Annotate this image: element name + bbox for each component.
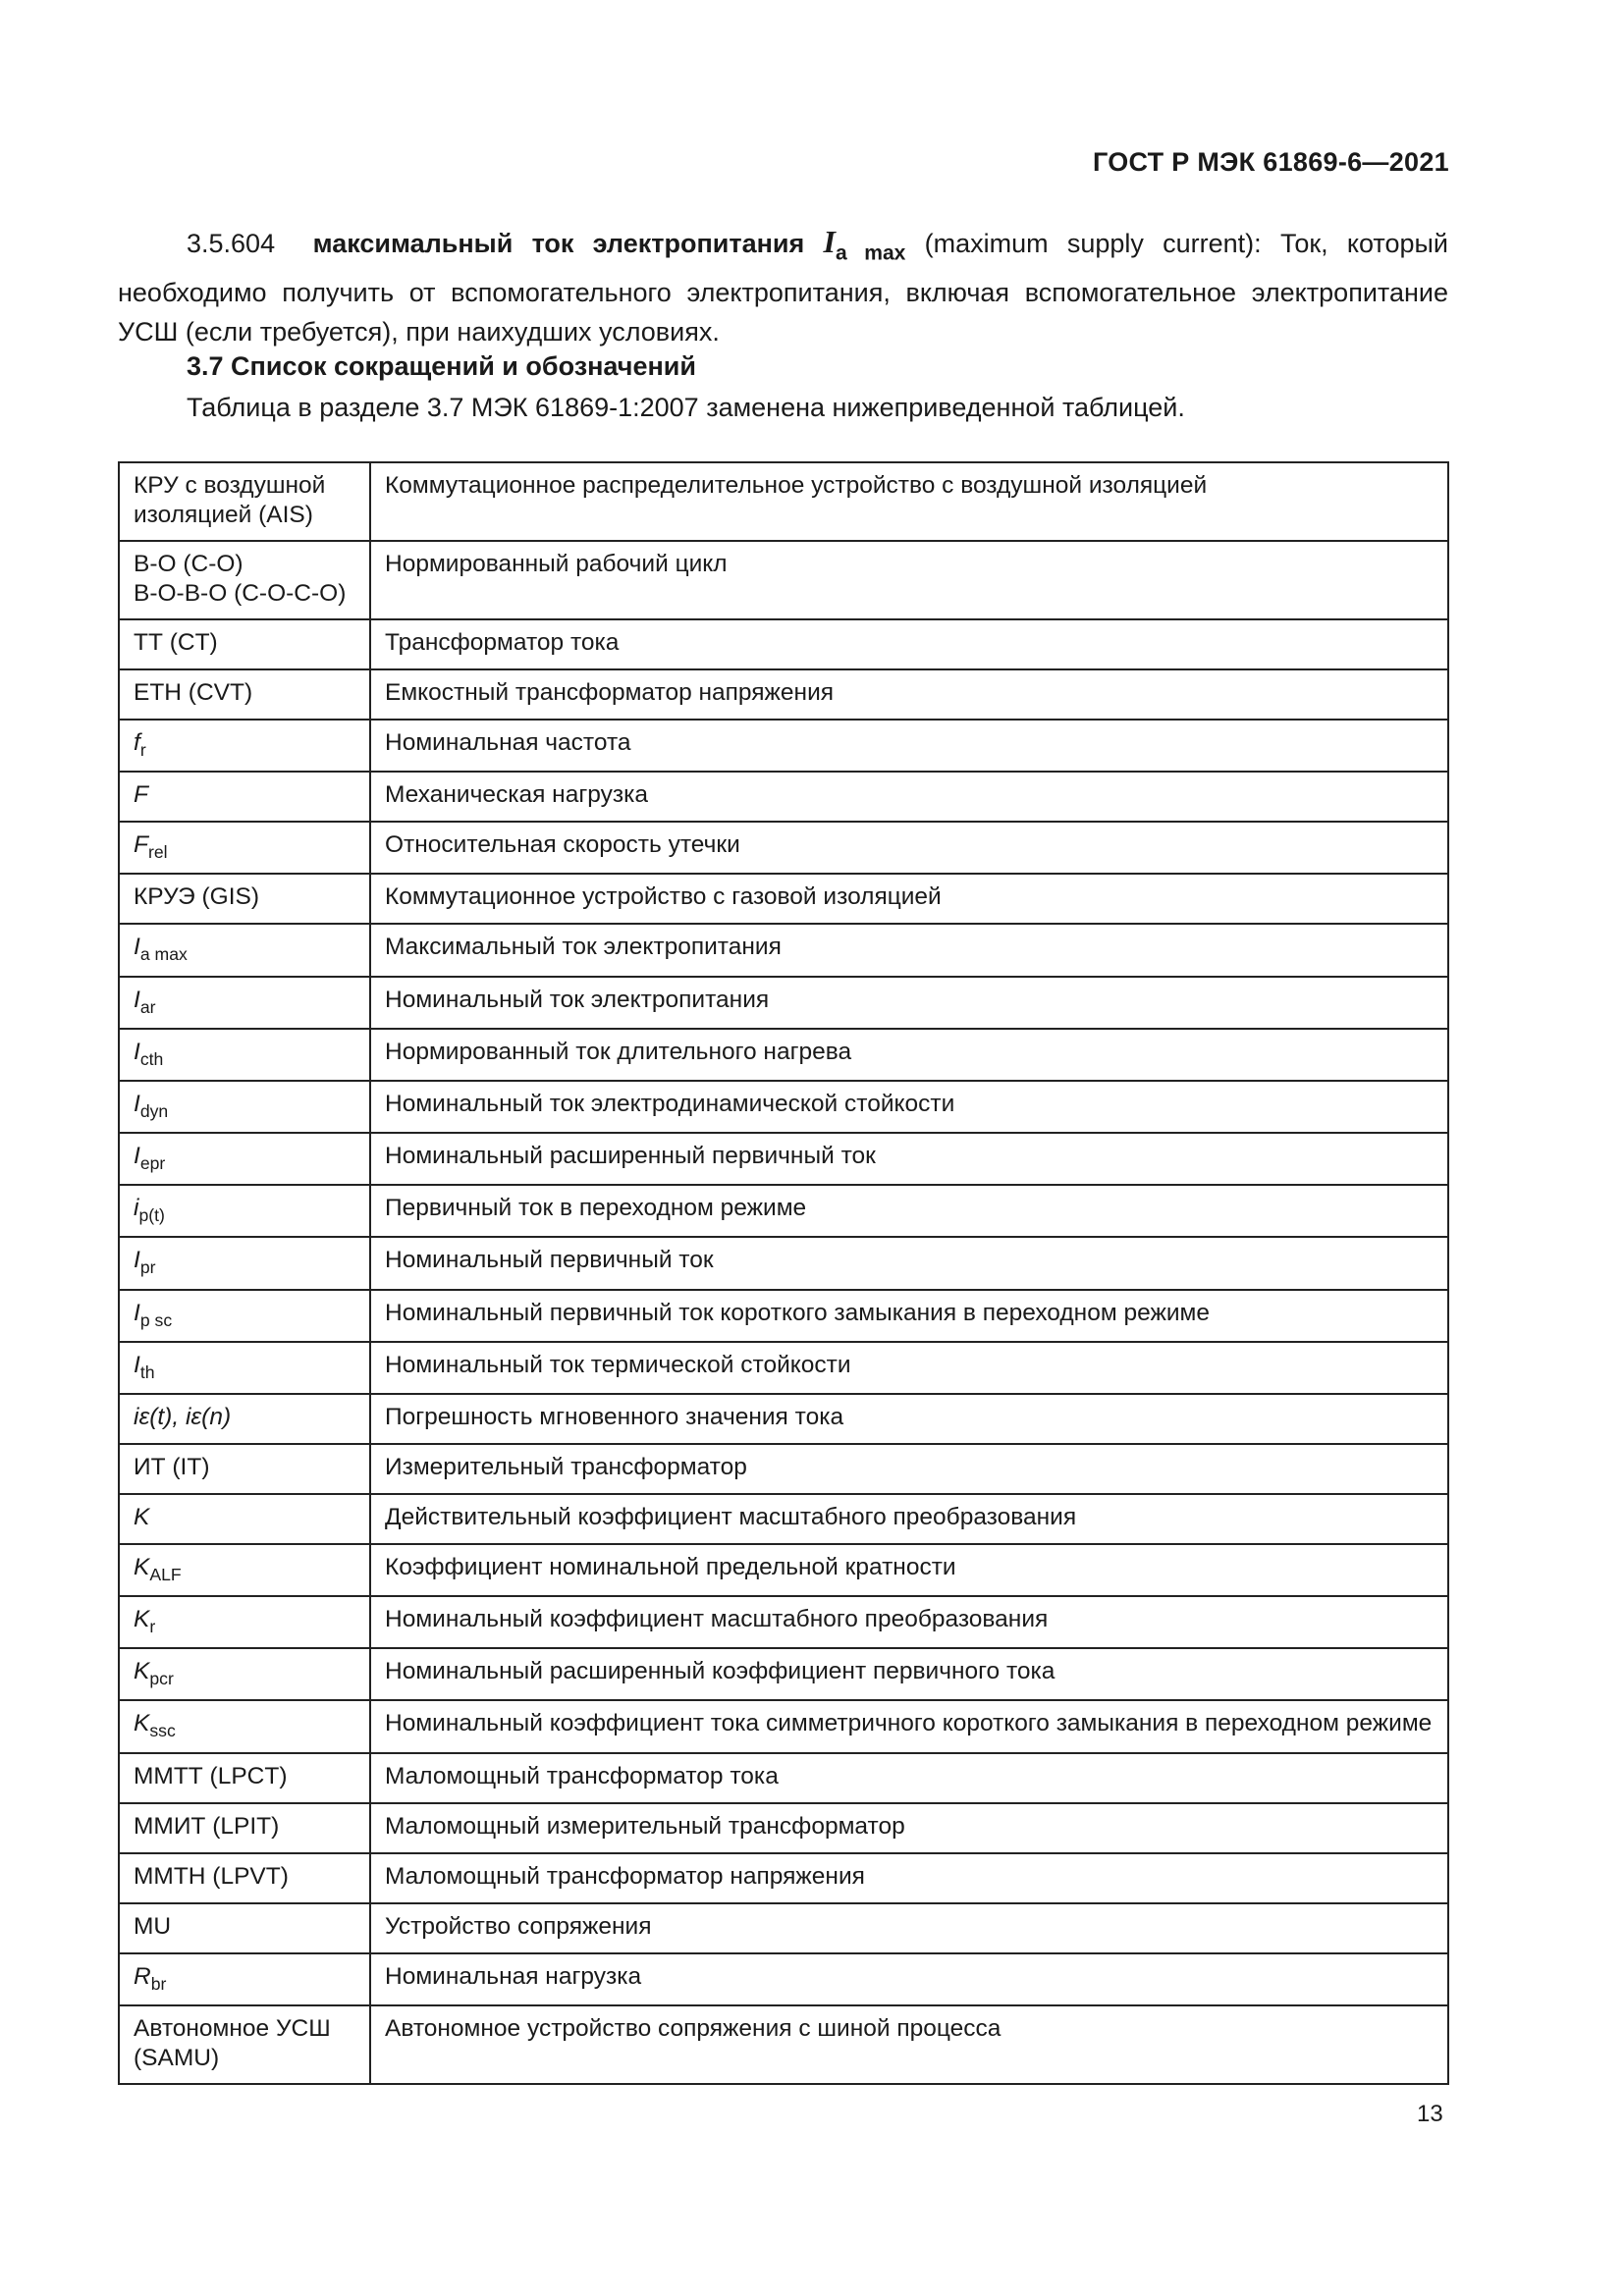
abbreviation-subscript: p(t) <box>138 1205 165 1226</box>
abbreviation-symbol: I <box>134 986 140 1013</box>
abbreviation-symbol: I <box>134 1038 140 1065</box>
description-cell: Максимальный ток электропитания <box>370 924 1448 976</box>
table-row <box>119 1803 1448 1853</box>
table-row <box>119 1953 1448 2005</box>
abbreviation-symbol: I <box>134 1247 140 1274</box>
abbreviation-cell <box>119 1185 370 1237</box>
table-row <box>119 720 1448 772</box>
abbreviation-symbol: i <box>134 1195 139 1222</box>
description-cell: Номинальный ток электропитания <box>370 977 1448 1029</box>
definition-english: (maximum supply current): <box>924 229 1262 258</box>
table-row <box>119 462 1448 541</box>
description-cell: Первичный ток в переходном режиме <box>370 1185 1448 1237</box>
abbreviation-subscript: pr <box>139 1257 156 1278</box>
table-row <box>119 1494 1448 1544</box>
abbreviation-subscript: ALF <box>149 1565 182 1585</box>
abbreviation-subscript: cth <box>139 1048 164 1069</box>
abbreviation-symbol: K <box>134 1553 150 1580</box>
abbreviation-cell <box>119 462 370 541</box>
abbreviation-symbol: K <box>134 1658 150 1685</box>
abbreviation-subscript: a max <box>139 944 188 965</box>
section-heading: 3.7 Список сокращений и обозначений <box>187 351 696 381</box>
abbreviation-subscript: ssc <box>149 1721 176 1741</box>
description-cell: Емкостный трансформатор напряжения <box>370 669 1448 720</box>
abbreviation-cell <box>119 822 370 874</box>
abbreviation-subscript: rel <box>147 842 168 863</box>
table-row <box>119 874 1448 924</box>
abbreviation-symbol: K <box>134 1606 150 1633</box>
table-row <box>119 1444 1448 1494</box>
abbreviation-symbol: F <box>134 831 148 859</box>
description-cell: Номинальный коэффициент масштабного преобразования <box>370 1596 1448 1648</box>
table-row <box>119 977 1448 1029</box>
description-cell: Нормированный рабочий цикл <box>370 541 1448 619</box>
definition-symbol: I <box>823 224 836 259</box>
page-number: 13 <box>1417 2101 1443 2127</box>
document-code: ГОСТ Р МЭК 61869-6—2021 <box>1092 147 1449 177</box>
abbreviation-cell <box>119 1081 370 1133</box>
description-cell: Номинальная частота <box>370 720 1448 772</box>
abbreviation-symbol: f <box>134 729 140 756</box>
description-cell: Номинальный ток электродинамической стойкости <box>370 1081 1448 1133</box>
abbreviation-subscript: pcr <box>149 1669 174 1689</box>
abbreviation-symbol: I <box>134 1143 140 1170</box>
abbreviation-cell <box>119 1648 370 1700</box>
table-row <box>119 1029 1448 1081</box>
description-cell: Маломощный трансформатор тока <box>370 1753 1448 1803</box>
table-row <box>119 1394 1448 1444</box>
description-cell: Коэффициент номинальной предельной кратности <box>370 1544 1448 1596</box>
abbreviation-symbol: K <box>134 1503 150 1530</box>
table-row <box>119 1700 1448 1752</box>
definition-number: 3.5.604 <box>187 229 276 258</box>
abbreviation-symbol: Автономное УСШ (SAMU) <box>134 2014 331 2071</box>
abbreviation-cell <box>119 1494 370 1544</box>
abbreviation-symbol: ТТ (CT) <box>134 629 218 656</box>
abbreviation-cell <box>119 1290 370 1342</box>
abbreviation-cell <box>119 924 370 976</box>
abbreviation-cell <box>119 1953 370 2005</box>
abbreviation-cell <box>119 1853 370 1903</box>
description-cell: Коммутационное устройство с газовой изоляцией <box>370 874 1448 924</box>
abbreviation-symbol: I <box>134 1351 140 1378</box>
abbreviation-subscript: ar <box>139 996 156 1017</box>
abbreviation-symbol: I <box>134 1299 140 1326</box>
description-cell: Номинальный ток термической стойкости <box>370 1342 1448 1394</box>
description-cell: Нормированный ток длительного нагрева <box>370 1029 1448 1081</box>
abbreviation-cell <box>119 772 370 822</box>
definition-paragraph <box>118 222 1448 351</box>
abbreviation-cell <box>119 619 370 669</box>
abbreviation-symbol: КРУ с воздушной изоляцией (AIS) <box>134 472 326 528</box>
section-intro: Таблица в разделе 3.7 МЭК 61869-1:2007 заменена нижеприведенной таблицей. <box>187 393 1185 422</box>
table-row <box>119 772 1448 822</box>
table-row <box>119 1290 1448 1342</box>
table-row <box>119 541 1448 619</box>
abbreviation-cell <box>119 1544 370 1596</box>
description-cell: Номинальная нагрузка <box>370 1953 1448 2005</box>
abbreviation-cell <box>119 977 370 1029</box>
description-cell: Номинальный коэффициент тока симметричного короткого замыкания в переходном режиме <box>370 1700 1448 1752</box>
abbreviation-symbol: ММТТ (LPCT) <box>134 1762 288 1789</box>
table-row <box>119 1185 1448 1237</box>
abbreviation-subscript: epr <box>139 1153 166 1174</box>
description-cell: Погрешность мгновенного значения тока <box>370 1394 1448 1444</box>
abbreviation-cell <box>119 1394 370 1444</box>
abbreviation-symbol: КРУЭ (GIS) <box>134 883 260 911</box>
table-row <box>119 1596 1448 1648</box>
abbreviation-cell <box>119 541 370 619</box>
abbreviation-cell <box>119 1342 370 1394</box>
abbreviation-cell <box>119 2005 370 2084</box>
abbreviation-subscript: r <box>139 740 146 761</box>
table-row <box>119 1342 1448 1394</box>
abbreviation-cell <box>119 1753 370 1803</box>
description-cell: Устройство сопряжения <box>370 1903 1448 1953</box>
description-cell: Маломощный измерительный трансформатор <box>370 1803 1448 1853</box>
abbreviation-cell <box>119 720 370 772</box>
abbreviation-cell <box>119 1029 370 1081</box>
abbreviation-subscript: p sc <box>139 1309 173 1330</box>
abbreviation-subscript: dyn <box>139 1101 169 1122</box>
abbreviation-symbol: K <box>134 1710 150 1737</box>
table-row <box>119 1081 1448 1133</box>
table-row <box>119 1753 1448 1803</box>
abbreviation-symbol: ИТ (IT) <box>134 1453 210 1480</box>
abbreviation-cell <box>119 1596 370 1648</box>
abbreviation-symbol: ММТН (LPVT) <box>134 1862 289 1890</box>
description-cell: Действительный коэффициент масштабного преобразования <box>370 1494 1448 1544</box>
abbreviation-cell <box>119 1444 370 1494</box>
description-cell: Маломощный трансформатор напряжения <box>370 1853 1448 1903</box>
definition-term: максимальный ток электропитания <box>312 229 805 258</box>
abbreviation-symbol: ММИТ (LPIT) <box>134 1812 280 1840</box>
description-cell: Номинальный расширенный коэффициент первичного тока <box>370 1648 1448 1700</box>
description-cell: Измерительный трансформатор <box>370 1444 1448 1494</box>
abbreviation-cell <box>119 669 370 720</box>
abbreviation-cell <box>119 1700 370 1752</box>
table-row <box>119 1237 1448 1289</box>
description-cell: Механическая нагрузка <box>370 772 1448 822</box>
description-cell: Автономное устройство сопряжения с шиной процесса <box>370 2005 1448 2084</box>
abbreviation-cell <box>119 1133 370 1185</box>
table-row <box>119 924 1448 976</box>
table-row <box>119 1133 1448 1185</box>
abbreviation-subscript: th <box>139 1362 155 1382</box>
definition-text: Ток, который необходимо получить от вспомогательного электропитания, включая вспомогательное электропитание УСШ (если требуется), при наихудших условиях. <box>118 229 1449 347</box>
description-cell: Относительная скорость утечки <box>370 822 1448 874</box>
table-row <box>119 822 1448 874</box>
description-cell: Трансформатор тока <box>370 619 1448 669</box>
table-row <box>119 619 1448 669</box>
abbreviation-symbol: MU <box>134 1912 172 1940</box>
abbreviation-symbol: R <box>134 1962 151 1990</box>
abbreviation-subscript: r <box>149 1617 156 1637</box>
table-row <box>119 1648 1448 1700</box>
abbreviation-symbol: I <box>134 934 140 961</box>
description-cell: Коммутационное распределительное устройство с воздушной изоляцией <box>370 462 1448 541</box>
abbreviation-symbol: В-О (C-O) В-О-В-О (C-O-C-O) <box>134 551 347 607</box>
abbreviation-subscript: br <box>150 1973 167 1994</box>
abbreviation-symbol: F <box>134 781 148 809</box>
description-cell: Номинальный первичный ток короткого замыкания в переходном режиме <box>370 1290 1448 1342</box>
abbreviation-symbol: iε(t), iε(n) <box>134 1403 232 1430</box>
table-row <box>119 669 1448 720</box>
abbreviation-cell <box>119 1237 370 1289</box>
table-row <box>119 1544 1448 1596</box>
abbreviation-cell <box>119 874 370 924</box>
abbreviation-cell <box>119 1803 370 1853</box>
description-cell: Номинальный расширенный первичный ток <box>370 1133 1448 1185</box>
abbreviation-symbol: ЕТН (CVT) <box>134 679 253 706</box>
table-row <box>119 1853 1448 1903</box>
table-row <box>119 2005 1448 2084</box>
description-cell: Номинальный первичный ток <box>370 1237 1448 1289</box>
abbreviations-table <box>118 461 1449 2085</box>
table-row <box>119 1903 1448 1953</box>
definition-symbol-sub: a max <box>835 241 906 265</box>
abbreviation-cell <box>119 1903 370 1953</box>
abbreviation-symbol: I <box>134 1090 140 1117</box>
